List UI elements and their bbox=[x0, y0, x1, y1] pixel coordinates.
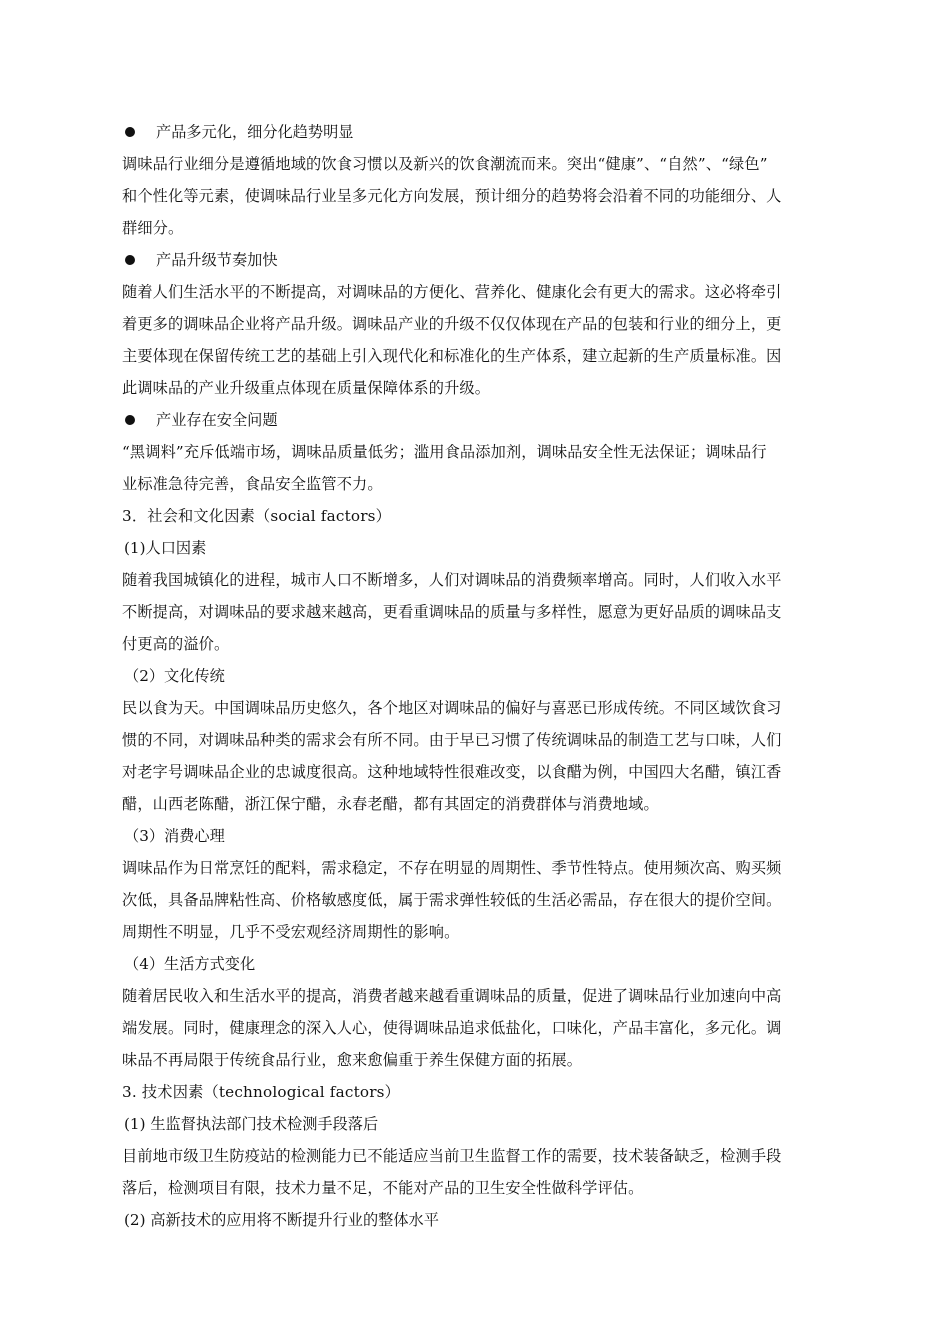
paragraph-line: 次低，具备品牌粘性高、价格敏感度低，属于需求弹性较低的生活必需品，存在很大的提价空间。 bbox=[122, 891, 782, 909]
paragraph-line: 调味品行业细分是遵循地域的饮食习惯以及新兴的饮食潮流而来。突出“健康”、“自然”、“绿色” bbox=[122, 155, 768, 173]
paragraph-upgrade bbox=[122, 276, 852, 404]
bullet-icon bbox=[125, 415, 135, 425]
paragraph-line: 群细分。 bbox=[122, 219, 184, 237]
paragraph-line: 醋，山西老陈醋，浙江保宁醋，永春老醋，都有其固定的消费群体与消费地域。 bbox=[122, 795, 659, 813]
paragraph-line: 落后，检测项目有限，技术力量不足，不能对产品的卫生安全性做科学评估。 bbox=[122, 1179, 644, 1197]
paragraph-line: 随着人们生活水平的不断提高，对调味品的方便化、营养化、健康化会有更大的需求。这必将牵引 bbox=[122, 283, 782, 301]
paragraph-line: 端发展。同时，健康理念的深入人心，使得调味品追求低盐化，口味化，产品丰富化，多元化。调 bbox=[122, 1019, 782, 1037]
subheading-cultural-tradition: （2）文化传统 bbox=[124, 667, 225, 685]
bullet-safety-issues bbox=[122, 404, 852, 436]
paragraph-line: 味品不再局限于传统食品行业，愈来愈偏重于养生保健方面的拓展。 bbox=[122, 1051, 583, 1069]
paragraph-line: 调味品作为日常烹饪的配料，需求稳定，不存在明显的周期性、季节性特点。使用频次高、购买频 bbox=[122, 859, 782, 877]
bullet-product-diversification bbox=[122, 116, 852, 148]
bullet-icon bbox=[125, 127, 135, 137]
paragraph-line: 惯的不同，对调味品种类的需求会有所不同。由于早已习惯了传统调味品的制造工艺与口味，人们 bbox=[122, 731, 782, 749]
paragraph-line: 对老字号调味品企业的忠诚度很高。这种地域特性很难改变，以食醋为例，中国四大名醋，镇江香 bbox=[122, 763, 782, 781]
paragraph-line: 此调味品的产业升级重点体现在质量保障体系的升级。 bbox=[122, 379, 491, 397]
paragraph-line: 着更多的调味品企业将产品升级。调味品产业的升级不仅仅体现在产品的包装和行业的细分上，更 bbox=[122, 315, 782, 333]
subheading-health-supervision: (1) 生监督执法部门技术检测手段落后 bbox=[124, 1115, 379, 1133]
paragraph-line: 目前地市级卫生防疫站的检测能力已不能适应当前卫生监督工作的需要，技术装备缺乏，检测手段 bbox=[122, 1147, 782, 1165]
section-heading-social-factors: 3．社会和文化因素（social factors） bbox=[122, 507, 392, 525]
paragraph-line: 随着居民收入和生活水平的提高，消费者越来越看重调味品的质量，促进了调味品行业加速向中高 bbox=[122, 987, 782, 1005]
bullet-icon bbox=[125, 255, 135, 265]
subheading-high-tech: (2) 高新技术的应用将不断提升行业的整体水平 bbox=[124, 1211, 439, 1229]
paragraph-line: 民以食为天。中国调味品历史悠久，各个地区对调味品的偏好与喜恶已形成传统。不同区域饮食习 bbox=[122, 699, 782, 717]
paragraph-consumer-psychology bbox=[122, 852, 852, 948]
section-heading-technological-factors: 3. 技术因素（technological factors） bbox=[122, 1083, 401, 1101]
paragraph-line: 周期性不明显，几乎不受宏观经济周期性的影响。 bbox=[122, 923, 460, 941]
paragraph-line: 主要体现在保留传统工艺的基础上引入现代化和标准化的生产体系，建立起新的生产质量标准。因 bbox=[122, 347, 782, 365]
bullet-text: 产品多元化，细分化趋势明显 bbox=[156, 123, 354, 141]
paragraph-line: “黑调料”充斥低端市场，调味品质量低劣；滥用食品添加剂，调味品安全性无法保证；调味品行 bbox=[122, 443, 767, 461]
paragraph-health-supervision bbox=[122, 1140, 852, 1204]
paragraph-cultural-tradition bbox=[122, 692, 852, 820]
paragraph-safety bbox=[122, 436, 852, 500]
paragraph-population bbox=[122, 564, 852, 660]
paragraph-diversification bbox=[122, 148, 852, 244]
paragraph-line: 付更高的溢价。 bbox=[122, 635, 230, 653]
subheading-lifestyle-change: （4）生活方式变化 bbox=[124, 955, 256, 973]
subheading-consumer-psychology: （3）消费心理 bbox=[124, 827, 225, 845]
paragraph-line: 业标准急待完善，食品安全监管不力。 bbox=[122, 475, 383, 493]
bullet-text: 产品升级节奏加快 bbox=[156, 251, 278, 269]
paragraph-lifestyle-change bbox=[122, 980, 852, 1076]
paragraph-line: 和个性化等元素，使调味品行业呈多元化方向发展，预计细分的趋势将会沿着不同的功能细分、人 bbox=[122, 187, 782, 205]
paragraph-line: 随着我国城镇化的进程，城市人口不断增多，人们对调味品的消费频率增高。同时，人们收入水平 bbox=[122, 571, 782, 589]
subheading-population: (1)人口因素 bbox=[124, 539, 207, 557]
bullet-text: 产业存在安全问题 bbox=[156, 411, 278, 429]
bullet-upgrade-pace bbox=[122, 244, 852, 276]
paragraph-line: 不断提高，对调味品的要求越来越高，更看重调味品的质量与多样性，愿意为更好品质的调味品支 bbox=[122, 603, 782, 621]
document-body bbox=[122, 116, 852, 1236]
